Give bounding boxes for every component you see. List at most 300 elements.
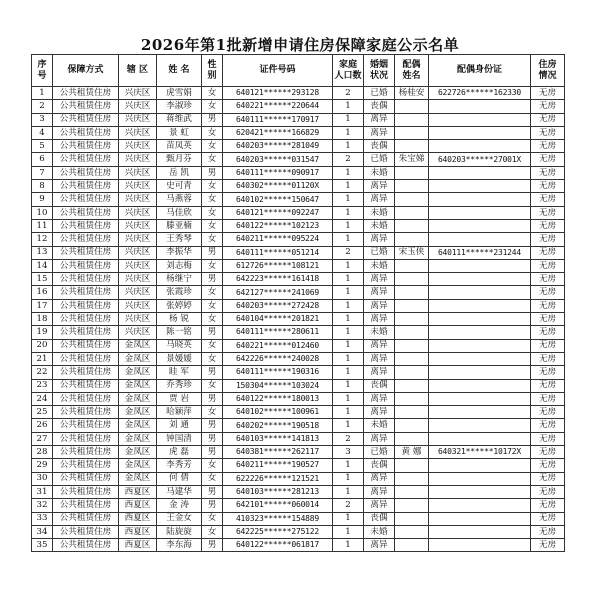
row-housing: 无房 [531,246,565,259]
row-marital: 离异 [364,366,395,379]
row-marital: 未婚 [364,419,395,432]
header-marital: 婚姻 状况 [364,55,395,87]
row-name: 李东海 [157,539,202,552]
row-district: 金凤区 [119,366,157,379]
row-district: 兴庆区 [119,299,157,312]
row-id: 640121******293128 [223,87,333,100]
row-district: 西夏区 [119,485,157,498]
row-spouse-id [429,313,531,326]
row-household: 1 [333,126,364,139]
row-spouse-name [395,166,429,179]
row-gender: 女 [202,193,223,206]
row-housing: 无房 [531,153,565,166]
row-spouse-id [429,539,531,552]
row-spouse-id: 640321******10172X [429,446,531,459]
row-name: 王秀琴 [157,233,202,246]
row-type: 公共租赁住房 [53,100,119,113]
row-spouse-id [429,472,531,485]
row-name: 金 涛 [157,499,202,512]
row-marital: 未婚 [364,219,395,232]
row-housing: 无房 [531,392,565,405]
row-spouse-name [395,406,429,419]
row-housing: 无房 [531,459,565,472]
row-spouse-id [429,432,531,445]
row-spouse-id [429,485,531,498]
row-marital: 离异 [364,392,395,405]
row-id: 410323******154889 [223,512,333,525]
row-district: 金凤区 [119,339,157,352]
row-gender: 男 [202,432,223,445]
row-gender: 女 [202,299,223,312]
row-number: 8 [32,180,53,193]
row-id: 640211******095224 [223,233,333,246]
row-number: 29 [32,459,53,472]
row-spouse-id [429,459,531,472]
row-household: 1 [333,539,364,552]
row-gender: 男 [202,326,223,339]
row-marital: 已婚 [364,446,395,459]
row-type: 公共租赁住房 [53,233,119,246]
row-household: 1 [333,392,364,405]
row-spouse-id [429,273,531,286]
row-type: 公共租赁住房 [53,113,119,126]
row-household: 1 [333,233,364,246]
row-marital: 未婚 [364,326,395,339]
row-spouse-name: 杨桂安 [395,87,429,100]
table-row [32,419,565,432]
row-marital: 未婚 [364,166,395,179]
row-marital: 已婚 [364,246,395,259]
document-title: 2026年第1批新增申请住房保障家庭公示名单 [140,36,460,54]
row-spouse-id [429,392,531,405]
row-id: 612726******108121 [223,259,333,272]
row-household: 1 [333,352,364,365]
row-spouse-name [395,233,429,246]
row-housing: 无房 [531,299,565,312]
row-id: 640122******180013 [223,392,333,405]
row-name: 王金女 [157,512,202,525]
row-type: 公共租赁住房 [53,499,119,512]
row-housing: 无房 [531,87,565,100]
row-district: 金凤区 [119,459,157,472]
row-marital: 离异 [364,352,395,365]
row-type: 公共租赁住房 [53,219,119,232]
table-row [32,352,565,365]
row-district: 西夏区 [119,512,157,525]
row-type: 公共租赁住房 [53,126,119,139]
row-marital: 离异 [364,193,395,206]
table-row [32,87,565,100]
row-gender: 女 [202,100,223,113]
row-type: 公共租赁住房 [53,339,119,352]
row-household: 1 [333,259,364,272]
row-district: 西夏区 [119,539,157,552]
row-spouse-name: 黄 娜 [395,446,429,459]
row-spouse-id [429,206,531,219]
row-marital: 离异 [364,539,395,552]
row-type: 公共租赁住房 [53,299,119,312]
row-household: 1 [333,485,364,498]
table-row [32,206,565,219]
row-number: 23 [32,379,53,392]
row-number: 12 [32,233,53,246]
row-id: 640104******201821 [223,313,333,326]
row-id: 640202******190518 [223,419,333,432]
row-spouse-id: 640203******27001X [429,153,531,166]
row-marital: 离异 [364,339,395,352]
row-gender: 女 [202,259,223,272]
row-spouse-name [395,339,429,352]
row-spouse-id [429,233,531,246]
row-id: 642101******060014 [223,499,333,512]
row-gender: 女 [202,313,223,326]
row-spouse-name [395,140,429,153]
row-district: 西夏区 [119,499,157,512]
table-row [32,166,565,179]
row-spouse-id [429,219,531,232]
row-type: 公共租赁住房 [53,352,119,365]
row-district: 兴庆区 [119,193,157,206]
row-district: 金凤区 [119,392,157,405]
row-district: 兴庆区 [119,113,157,126]
row-housing: 无房 [531,512,565,525]
row-housing: 无房 [531,126,565,139]
row-marital: 离异 [364,126,395,139]
row-id: 640111******170917 [223,113,333,126]
row-spouse-name: 朱宝娣 [395,153,429,166]
table-row [32,406,565,419]
row-gender: 女 [202,126,223,139]
row-number: 15 [32,273,53,286]
row-spouse-name [395,126,429,139]
row-housing: 无房 [531,525,565,538]
table-row [32,512,565,525]
row-spouse-id: 640111******231244 [429,246,531,259]
row-gender: 女 [202,140,223,153]
row-number: 11 [32,219,53,232]
row-household: 1 [333,525,364,538]
row-spouse-id [429,379,531,392]
header-name: 姓 名 [157,55,202,87]
row-marital: 未婚 [364,259,395,272]
row-id: 640111******090917 [223,166,333,179]
row-id: 640122******061817 [223,539,333,552]
row-household: 1 [333,113,364,126]
row-name: 滕亚楠 [157,219,202,232]
row-id: 640102******150647 [223,193,333,206]
header-spouse-id: 配偶身份证 [429,55,531,87]
row-district: 金凤区 [119,432,157,445]
row-gender: 男 [202,113,223,126]
row-id: 640122******102123 [223,219,333,232]
table-row [32,153,565,166]
row-type: 公共租赁住房 [53,193,119,206]
row-type: 公共租赁住房 [53,259,119,272]
row-housing: 无房 [531,499,565,512]
row-gender: 女 [202,286,223,299]
row-name: 贾 岩 [157,392,202,405]
row-marital: 已婚 [364,153,395,166]
header-household: 家庭 人口数 [333,55,364,87]
table-row [32,379,565,392]
row-household: 1 [333,193,364,206]
table-row [32,472,565,485]
row-marital: 离异 [364,472,395,485]
row-marital: 离异 [364,286,395,299]
row-number: 16 [32,286,53,299]
row-household: 2 [333,499,364,512]
row-number: 25 [32,406,53,419]
row-housing: 无房 [531,180,565,193]
row-marital: 丧偶 [364,459,395,472]
row-household: 1 [333,459,364,472]
row-name: 景媛媛 [157,352,202,365]
row-household: 3 [333,446,364,459]
row-household: 1 [333,100,364,113]
table-row [32,326,565,339]
row-name: 何 倩 [157,472,202,485]
row-type: 公共租赁住房 [53,140,119,153]
row-district: 兴庆区 [119,153,157,166]
row-number: 4 [32,126,53,139]
row-district: 金凤区 [119,446,157,459]
row-id: 640211******190527 [223,459,333,472]
row-spouse-id [429,126,531,139]
row-spouse-id [429,140,531,153]
row-household: 1 [333,339,364,352]
row-marital: 离异 [364,180,395,193]
row-name: 虎雪娟 [157,87,202,100]
row-housing: 无房 [531,286,565,299]
table-row [32,193,565,206]
row-number: 34 [32,525,53,538]
row-district: 兴庆区 [119,126,157,139]
table-row [32,113,565,126]
row-housing: 无房 [531,352,565,365]
row-housing: 无房 [531,233,565,246]
row-housing: 无房 [531,219,565,232]
row-housing: 无房 [531,326,565,339]
row-name: 陆旋旋 [157,525,202,538]
row-marital: 丧偶 [364,512,395,525]
row-housing: 无房 [531,140,565,153]
row-spouse-id [429,180,531,193]
header-id: 证件号码 [223,55,333,87]
row-name: 岳 凯 [157,166,202,179]
row-spouse-name [395,299,429,312]
row-spouse-id [429,259,531,272]
row-spouse-id [429,166,531,179]
row-name: 杨继宁 [157,273,202,286]
row-housing: 无房 [531,166,565,179]
row-id: 642226******240028 [223,352,333,365]
row-gender: 男 [202,499,223,512]
row-household: 1 [333,512,364,525]
row-housing: 无房 [531,273,565,286]
row-household: 1 [333,419,364,432]
row-type: 公共租赁住房 [53,485,119,498]
row-district: 兴庆区 [119,100,157,113]
row-spouse-name [395,219,429,232]
row-spouse-id [429,366,531,379]
row-gender: 女 [202,472,223,485]
row-spouse-id [429,113,531,126]
row-name: 张婷婷 [157,299,202,312]
row-name: 虎 磊 [157,446,202,459]
row-type: 公共租赁住房 [53,87,119,100]
row-name: 刘 通 [157,419,202,432]
row-household: 1 [333,313,364,326]
table-row [32,233,565,246]
row-type: 公共租赁住房 [53,459,119,472]
row-household: 1 [333,206,364,219]
row-district: 兴庆区 [119,166,157,179]
header-type: 保障方式 [53,55,119,87]
row-number: 22 [32,366,53,379]
row-spouse-id: 622726******162330 [429,87,531,100]
row-marital: 丧偶 [364,140,395,153]
row-marital: 丧偶 [364,100,395,113]
row-household: 2 [333,246,364,259]
row-household: 1 [333,379,364,392]
table-row [32,392,565,405]
row-number: 1 [32,87,53,100]
row-type: 公共租赁住房 [53,525,119,538]
row-marital: 未婚 [364,206,395,219]
row-spouse-name [395,392,429,405]
table-row [32,180,565,193]
row-district: 兴庆区 [119,313,157,326]
row-spouse-name [395,525,429,538]
row-marital: 离异 [364,113,395,126]
row-number: 3 [32,113,53,126]
row-number: 14 [32,259,53,272]
row-spouse-id [429,299,531,312]
row-gender: 女 [202,379,223,392]
row-type: 公共租赁住房 [53,366,119,379]
row-housing: 无房 [531,379,565,392]
row-housing: 无房 [531,539,565,552]
row-district: 兴庆区 [119,326,157,339]
row-gender: 男 [202,419,223,432]
row-id: 642127******241069 [223,286,333,299]
row-spouse-name [395,499,429,512]
table-header-row [32,55,565,87]
row-district: 金凤区 [119,419,157,432]
row-marital: 未婚 [364,525,395,538]
row-spouse-name [395,313,429,326]
row-district: 兴庆区 [119,206,157,219]
row-housing: 无房 [531,366,565,379]
row-number: 20 [32,339,53,352]
row-household: 1 [333,366,364,379]
row-spouse-id [429,286,531,299]
row-household: 2 [333,153,364,166]
row-district: 金凤区 [119,406,157,419]
row-spouse-name: 宋玉侠 [395,246,429,259]
row-spouse-id [429,525,531,538]
row-spouse-id [429,339,531,352]
row-type: 公共租赁住房 [53,286,119,299]
header-housing: 住房 情况 [531,55,565,87]
row-gender: 男 [202,539,223,552]
row-name: 陈一铭 [157,326,202,339]
row-spouse-name [395,180,429,193]
row-marital: 离异 [364,432,395,445]
row-gender: 男 [202,392,223,405]
row-gender: 女 [202,512,223,525]
row-id: 640203******031547 [223,153,333,166]
row-gender: 女 [202,352,223,365]
row-id: 640203******281049 [223,140,333,153]
row-name: 乔秀珍 [157,379,202,392]
row-type: 公共租赁住房 [53,446,119,459]
row-housing: 无房 [531,313,565,326]
row-type: 公共租赁住房 [53,180,119,193]
row-gender: 女 [202,153,223,166]
row-id: 640121******092247 [223,206,333,219]
row-housing: 无房 [531,446,565,459]
row-gender: 女 [202,206,223,219]
row-district: 兴庆区 [119,233,157,246]
row-housing: 无房 [531,406,565,419]
row-spouse-id [429,419,531,432]
row-district: 兴庆区 [119,87,157,100]
row-district: 兴庆区 [119,259,157,272]
row-gender: 女 [202,459,223,472]
row-name: 刘志梅 [157,259,202,272]
row-id: 620421******166829 [223,126,333,139]
row-district: 兴庆区 [119,180,157,193]
row-spouse-id [429,100,531,113]
row-number: 21 [32,352,53,365]
row-type: 公共租赁住房 [53,153,119,166]
row-housing: 无房 [531,472,565,485]
row-number: 6 [32,153,53,166]
row-housing: 无房 [531,206,565,219]
row-number: 7 [32,166,53,179]
table-row [32,459,565,472]
row-housing: 无房 [531,485,565,498]
row-id: 640111******051214 [223,246,333,259]
row-household: 1 [333,286,364,299]
row-number: 26 [32,419,53,432]
table-row [32,525,565,538]
row-name: 马建华 [157,485,202,498]
row-spouse-name [395,432,429,445]
row-number: 18 [32,313,53,326]
row-household: 2 [333,87,364,100]
row-name: 景 虹 [157,126,202,139]
row-number: 30 [32,472,53,485]
row-spouse-name [395,259,429,272]
row-district: 兴庆区 [119,219,157,232]
row-number: 13 [32,246,53,259]
row-id: 640221******012460 [223,339,333,352]
row-name: 李淑珍 [157,100,202,113]
row-id: 640103******281213 [223,485,333,498]
row-housing: 无房 [531,432,565,445]
row-household: 1 [333,219,364,232]
row-spouse-name [395,485,429,498]
row-name: 李秀芳 [157,459,202,472]
row-household: 2 [333,432,364,445]
row-gender: 男 [202,485,223,498]
row-marital: 已婚 [364,87,395,100]
row-type: 公共租赁住房 [53,166,119,179]
row-gender: 女 [202,525,223,538]
row-number: 31 [32,485,53,498]
